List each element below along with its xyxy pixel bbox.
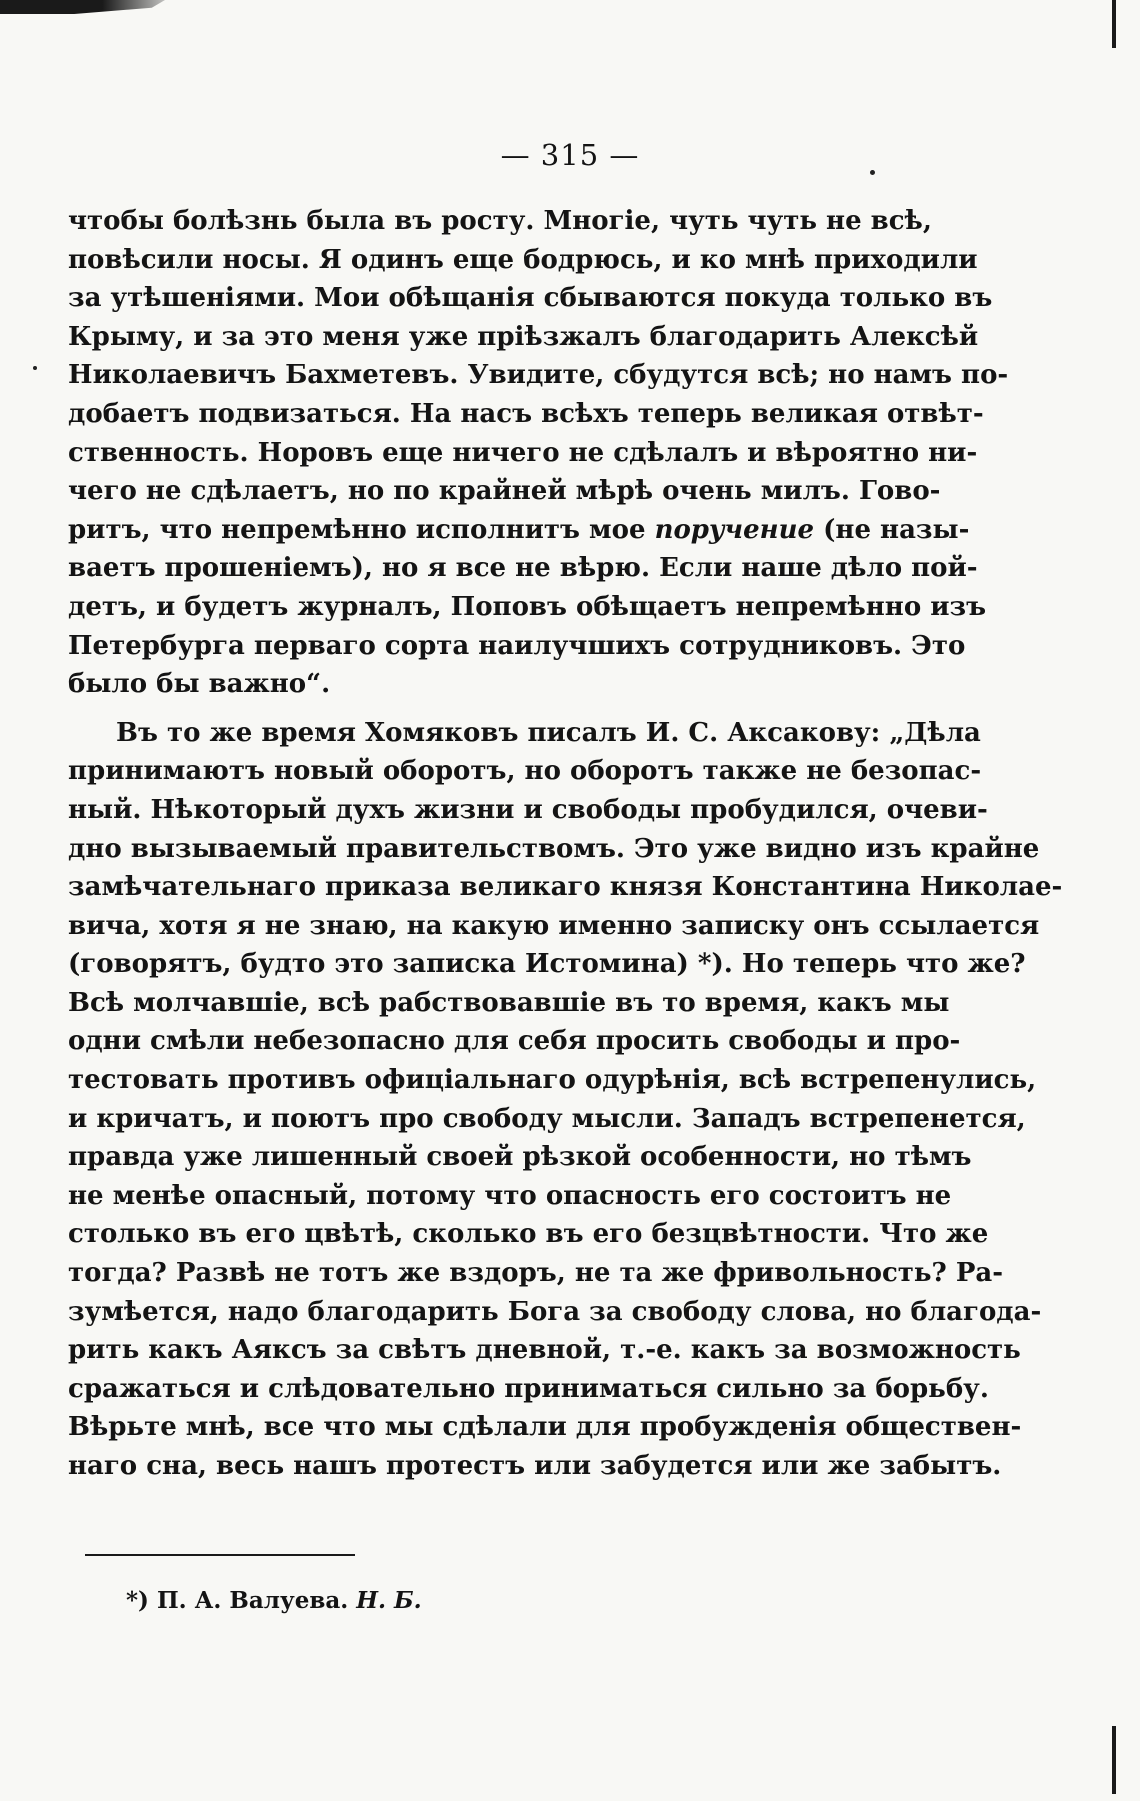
text-line: Вѣрьте мнѣ, все что мы сдѣлали для пробужденія обществен-	[68, 1412, 1022, 1443]
text-line: Николаевичъ Бахметевъ. Увидите, сбудутся всѣ; но намъ по-	[68, 360, 1009, 391]
text-line: одни смѣли небезопасно для себя просить свободы и про-	[68, 1026, 961, 1057]
scan-edge-right-top	[1112, 0, 1116, 48]
text-line: было бы важно“.	[68, 669, 331, 700]
italic-word: поручение	[654, 514, 815, 545]
text-line: сражаться и слѣдовательно приниматься сильно за борьбу.	[68, 1373, 989, 1404]
text-line: рить какъ Аяксъ за свѣтъ дневной, т.-е. какъ за возможность	[68, 1335, 1021, 1366]
text-line: тестовать противъ офиціальнаго одурѣнія, всѣ встрепенулись,	[68, 1065, 1037, 1096]
text-line: ваетъ прошеніемъ), но я все не вѣрю. Если наше дѣло пой-	[68, 553, 978, 584]
text-line: детъ, и будетъ журналъ, Поповъ обѣщаетъ непремѣнно изъ	[68, 591, 987, 622]
page-text	[68, 202, 1063, 1486]
footnote-initials: Н. Б.	[356, 1587, 422, 1614]
paragraph-gap	[68, 704, 910, 714]
ink-speck	[33, 366, 37, 370]
text-line: Петербурга перваго сорта наилучшихъ сотрудниковъ. Это	[68, 630, 966, 661]
text-line: дно вызываемый правительствомъ. Это уже видно изъ крайне	[68, 833, 1040, 864]
text-line: ный. Нѣкоторый духъ жизни и свободы пробудился, очеви-	[68, 794, 988, 825]
text-line: чтобы болѣзнь была въ росту. Многіе, чуть чуть не всѣ,	[68, 206, 932, 236]
text-line: чего не сдѣлаетъ, но по крайней мѣрѣ очень милъ. Гово-	[68, 476, 941, 507]
footnote-marker: *)	[126, 1587, 149, 1614]
text-line: тогда? Развѣ не тотъ же вздоръ, не та же фривольность? Ра-	[68, 1258, 1004, 1289]
text-line: зумѣется, надо благодарить Бога за свободу слова, но благода-	[68, 1296, 1042, 1327]
page-number: — 315 —	[500, 138, 640, 172]
footnote	[126, 1585, 422, 1617]
text-line: Въ то же время Хомяковъ писалъ И. С. Аксакову: „Дѣла	[116, 717, 981, 748]
text-line: столько въ его цвѣтѣ, сколько въ его безцвѣтности. Что же	[68, 1219, 989, 1250]
text-line: принимаютъ новый оборотъ, но оборотъ также не безопас-	[68, 756, 982, 787]
text-line: замѣчательнаго приказа великаго князя Константина Николае-	[68, 872, 1063, 903]
text-line: Всѣ молчавшіе, всѣ рабствовавшіе въ то время, какъ мы	[68, 987, 950, 1018]
text-line: и кричатъ, и поютъ про свободу мысли. Западъ встрепенется,	[68, 1103, 1026, 1134]
text-line: (говорятъ, будто это записка Истомина) *). Но теперь что же?	[68, 949, 1026, 980]
text-line: ритъ, что непремѣнно исполнитъ мое поручение (не назы-	[68, 514, 970, 545]
text-line: правда уже лишенный своей рѣзкой особенности, но тѣмъ	[68, 1142, 972, 1173]
scan-edge-top	[0, 0, 165, 14]
text-line: добаетъ подвизаться. На насъ всѣхъ теперь великая отвѣт-	[68, 398, 984, 429]
text-line: наго сна, весь нашъ протестъ или забудется или же забытъ.	[68, 1451, 1002, 1481]
text-line: вича, хотя я не знаю, на какую именно записку онъ ссылается	[68, 910, 1040, 941]
text-line: Крыму, и за это меня уже пріѣзжалъ благодарить Алексѣй	[68, 321, 979, 352]
text-line: повѣсили носы. Я одинъ еще бодрюсь, и ко мнѣ приходили	[68, 244, 978, 275]
scan-edge-right-bottom	[1112, 1726, 1116, 1794]
footnote-rule	[85, 1554, 355, 1556]
text-line: ственность. Норовъ еще ничего не сдѣлалъ и вѣроятно ни-	[68, 437, 978, 468]
text-line: не менѣе опасный, потому что опасность его состоитъ не	[68, 1180, 952, 1211]
text-line: за утѣшеніями. Мои обѣщанія сбываются покуда только въ	[68, 283, 993, 314]
footnote-author: П. А. Валуева.	[156, 1587, 349, 1614]
